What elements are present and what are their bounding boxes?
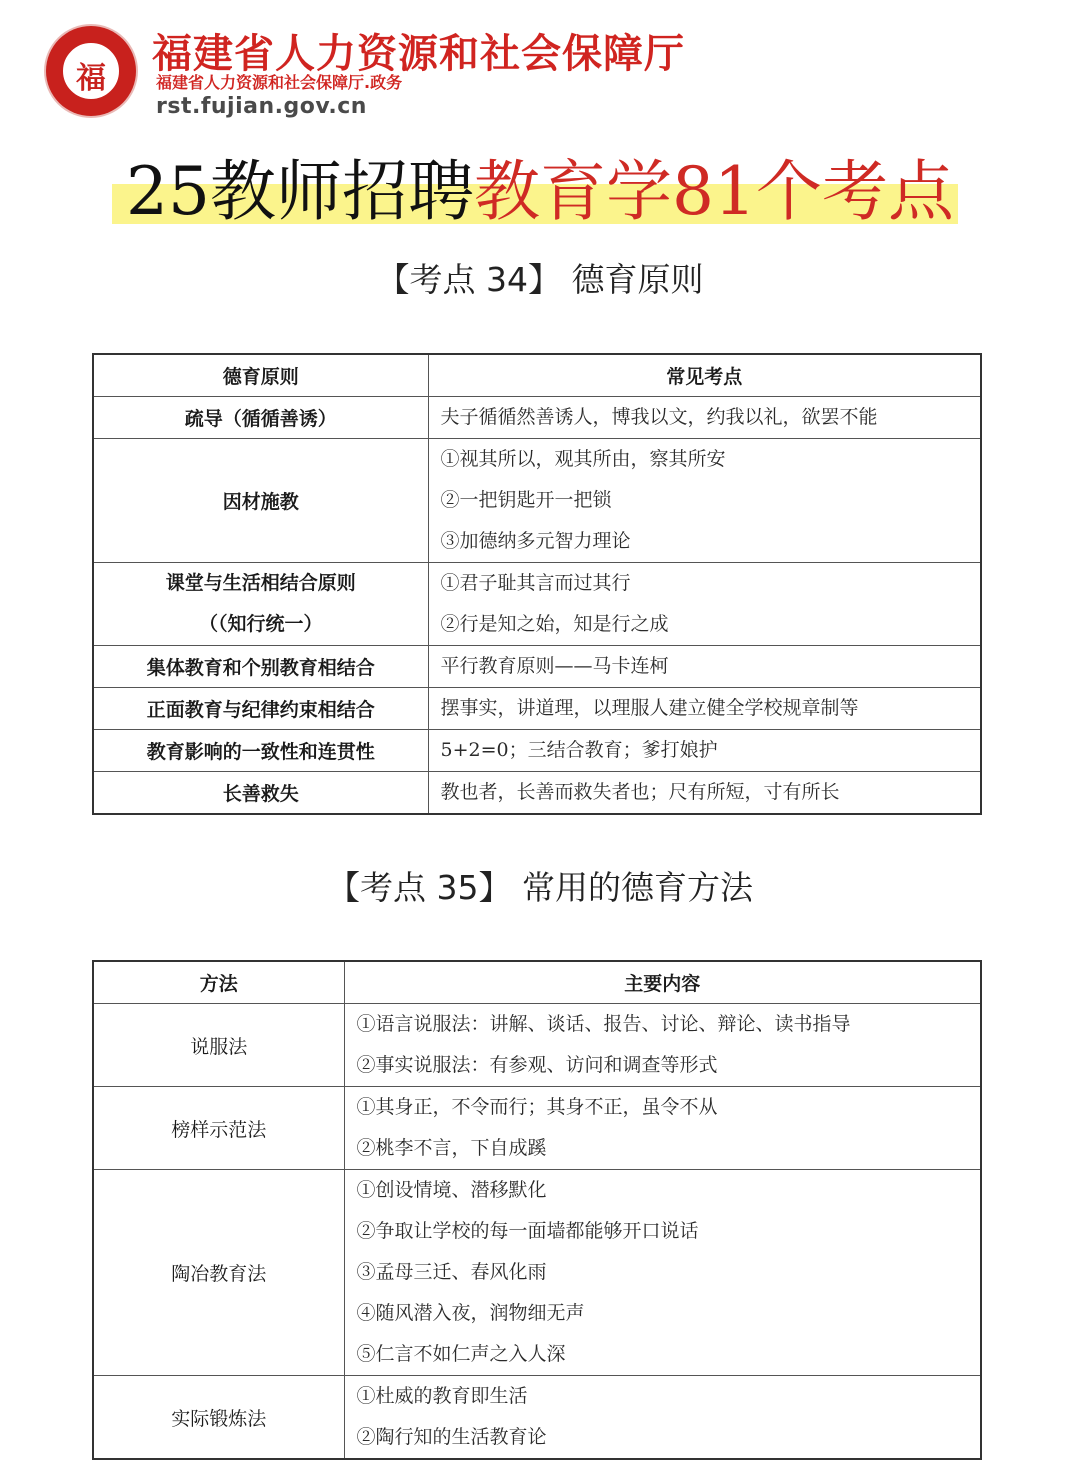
row-key: 正面教育与纪律约束相结合 bbox=[93, 688, 428, 730]
section-heading-34: 【考点 34】 德育原则 bbox=[376, 260, 704, 299]
column-header: 常见考点 bbox=[428, 354, 981, 397]
main-title bbox=[0, 150, 1080, 234]
table-row bbox=[93, 1087, 981, 1170]
emblem-seal-icon bbox=[46, 26, 136, 116]
table-row bbox=[93, 397, 981, 439]
table-row bbox=[93, 563, 981, 646]
row-key: 集体教育和个别教育相结合 bbox=[93, 646, 428, 688]
row-key: 因材施教 bbox=[93, 439, 428, 563]
seal-character: 福 bbox=[76, 61, 106, 96]
column-header: 德育原则 bbox=[93, 354, 428, 397]
row-value: 摆事实，讲道理，以理服人建立健全学校规章制等 bbox=[428, 688, 981, 730]
section-heading-35: 【考点 35】 常用的德育方法 bbox=[327, 868, 753, 907]
moral-principles-table bbox=[92, 353, 982, 815]
organization-subtitle: 福建省人力资源和社会保障厅.政务 bbox=[156, 73, 403, 92]
row-value: ①创设情境、潜移默化 ②争取让学校的每一面墙都能够开口说话 ③孟母三迁、春风化雨 ④随风潜入夜，润物细无声 ⑤仁言不如仁声之入人深 bbox=[344, 1170, 981, 1376]
row-value: 教也者，长善而救失者也；尺有所短，寸有所长 bbox=[428, 772, 981, 815]
row-key: 教育影响的一致性和连贯性 bbox=[93, 730, 428, 772]
row-value: ①君子耻其言而过其行 ②行是知之始，知是行之成 bbox=[428, 563, 981, 646]
row-key: 陶冶教育法 bbox=[93, 1170, 344, 1376]
row-value: 夫子循循然善诱人，博我以文，约我以礼，欲罢不能 bbox=[428, 397, 981, 439]
column-header: 主要内容 bbox=[344, 961, 981, 1004]
title-part-2: 教育学81个考点 bbox=[474, 153, 954, 230]
table-row bbox=[93, 730, 981, 772]
row-key: 榜样示范法 bbox=[93, 1087, 344, 1170]
row-value: ①语言说服法：讲解、谈话、报告、讨论、辩论、读书指导 ②事实说服法：有参观、访问和调查等形式 bbox=[344, 1004, 981, 1087]
table-row bbox=[93, 439, 981, 563]
header bbox=[46, 22, 806, 122]
table-header-row bbox=[93, 354, 981, 397]
table-row bbox=[93, 1004, 981, 1087]
table-row bbox=[93, 646, 981, 688]
row-key: 长善救失 bbox=[93, 772, 428, 815]
organization-url: rst.fujian.gov.cn bbox=[156, 94, 367, 119]
table-row bbox=[93, 688, 981, 730]
column-header: 方法 bbox=[93, 961, 344, 1004]
row-value: ①其身正，不令而行；其身不正，虽令不从 ②桃李不言，下自成蹊 bbox=[344, 1087, 981, 1170]
row-value: ①视其所以，观其所由，察其所安 ②一把钥匙开一把锁 ③加德纳多元智力理论 bbox=[428, 439, 981, 563]
title-part-1: 25教师招聘 bbox=[126, 153, 474, 230]
table-row bbox=[93, 1376, 981, 1460]
table-row bbox=[93, 1170, 981, 1376]
moral-methods-table bbox=[92, 960, 982, 1460]
row-key: 疏导（循循善诱） bbox=[93, 397, 428, 439]
table-header-row bbox=[93, 961, 981, 1004]
row-key: 说服法 bbox=[93, 1004, 344, 1087]
row-value: 5+2=0；三结合教育；爹打娘护 bbox=[428, 730, 981, 772]
row-value: ①杜威的教育即生活 ②陶行知的生活教育论 bbox=[344, 1376, 981, 1460]
table-row bbox=[93, 772, 981, 815]
row-key: 课堂与生活相结合原则 （（知行统一） bbox=[93, 563, 428, 646]
row-key: 实际锻炼法 bbox=[93, 1376, 344, 1460]
organization-name: 福建省人力资源和社会保障厅 bbox=[152, 30, 685, 77]
row-value: 平行教育原则——马卡连柯 bbox=[428, 646, 981, 688]
